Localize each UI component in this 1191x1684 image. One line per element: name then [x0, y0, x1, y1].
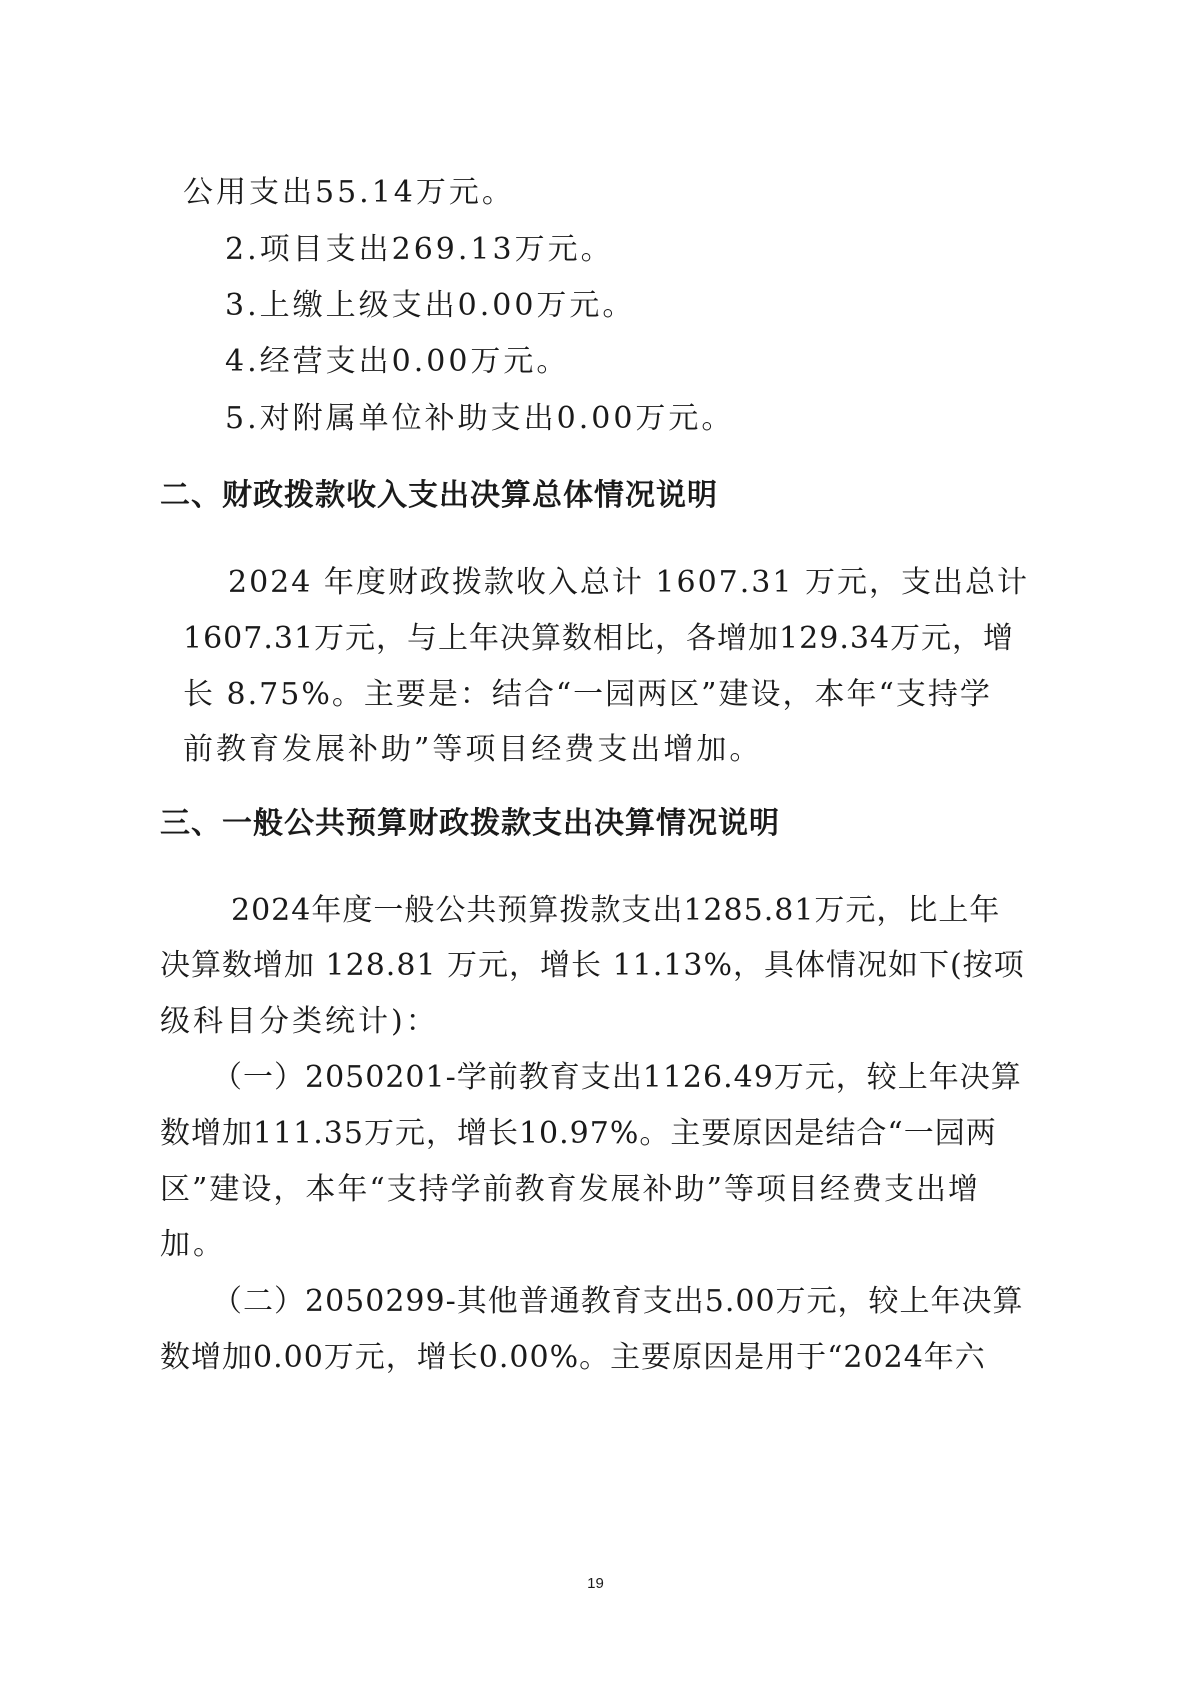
text-line: 长 8.75%。主要是：结合“一园两区”建设，本年“支持学	[183, 677, 992, 712]
text-line: 加。	[160, 1227, 226, 1262]
text-line: 3.上缴上级支出0.00万元。	[225, 288, 636, 323]
text-line: 数增加0.00万元，增长0.00%。主要原因是用于“2024年六	[160, 1340, 986, 1375]
text-line: 2024年度一般公共预算拨款支出1285.81万元，比上年	[231, 893, 1001, 928]
section-heading-2: 二、财政拨款收入支出决算总体情况说明	[160, 478, 718, 513]
text-line: 4.经营支出0.00万元。	[225, 344, 570, 379]
text-line: 1607.31万元，与上年决算数相比，各增加129.34万元，增	[183, 621, 1015, 656]
text-line: 前教育发展补助”等项目经费支出增加。	[183, 732, 763, 767]
text-line: 公用支出55.14万元。	[183, 175, 515, 210]
text-line: 2024 年度财政拨款收入总计 1607.31 万元，支出总计	[228, 565, 1030, 600]
page-number: 19	[587, 1575, 604, 1592]
text-line: 区”建设，本年“支持学前教育发展补助”等项目经费支出增	[160, 1172, 981, 1207]
text-line: 5.对附属单位补助支出0.00万元。	[225, 401, 735, 436]
text-line: （二）2050299-其他普通教育支出5.00万元，较上年决算	[212, 1284, 1024, 1319]
text-line: （一）2050201-学前教育支出1126.49万元，较上年决算	[212, 1060, 1022, 1095]
section-heading-3: 三、一般公共预算财政拨款支出决算情况说明	[160, 806, 780, 841]
text-line: 级科目分类统计)：	[160, 1004, 439, 1039]
text-line: 决算数增加 128.81 万元，增长 11.13%，具体情况如下(按项	[160, 948, 1025, 983]
text-line: 2.项目支出269.13万元。	[225, 232, 614, 267]
text-line: 数增加111.35万元，增长10.97%。主要原因是结合“一园两	[160, 1116, 997, 1151]
